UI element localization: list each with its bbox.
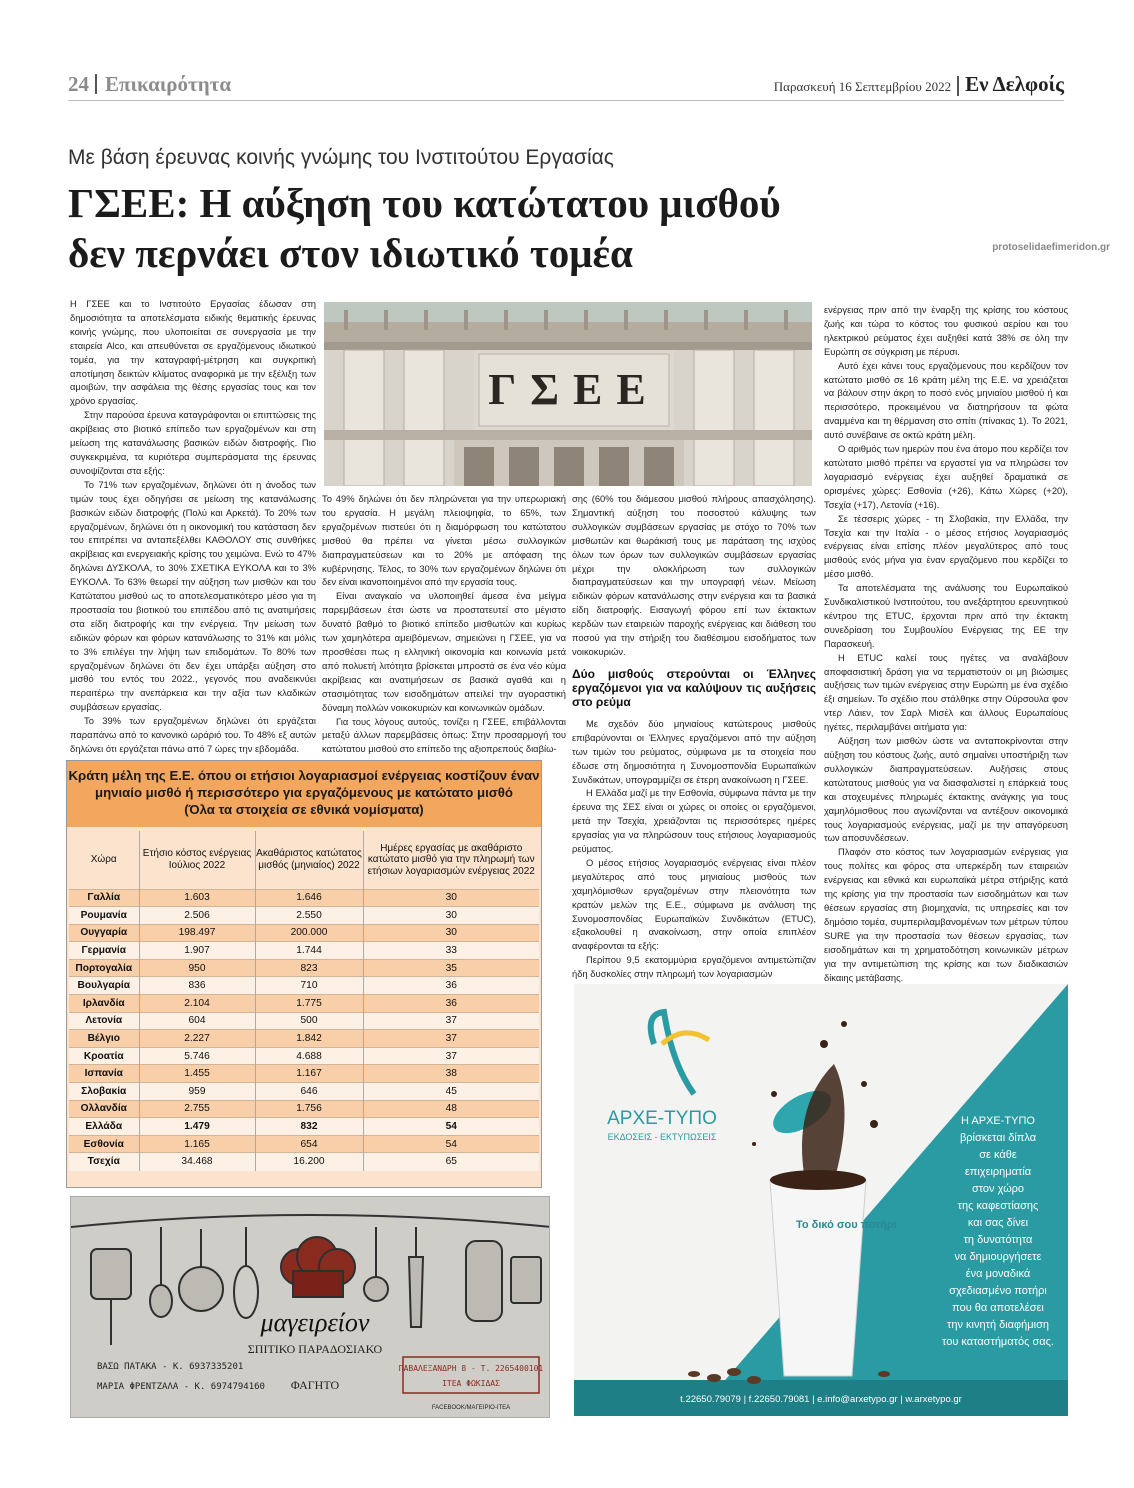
archetypo-body-line: ένα μοναδικά <box>965 1268 1031 1280</box>
restaurant-name: μαγειρείον <box>260 1308 370 1337</box>
table-cell-min-wage: 710 <box>255 977 363 995</box>
address-1: ΠΑΒΑΛΕΞΑΝΔΡΗ 8 - Τ. 2265400101 <box>398 1364 544 1373</box>
paragraph: Ο μέσος ετήσιος λογαριασμός ενέργειας είναι πλέον μεγαλύτερος από τους μηνιαίους μισθούς των χαμηλόμισθων εργαζομένων στην πλειονότητα των κρατών μελών της Ε.Ε., σύμφωνα με ανάλυση της Συνομοσπονδίας Ευρωπαϊκών Συνδικάτων (ETUC), εξακολουθεί η ανακοίνωση, στην οποία επιπλέον αναφέρονται τα εξής: <box>572 856 816 952</box>
section-name: Επικαιρότητα <box>105 72 232 96</box>
table-cell-energy-cost: 2.755 <box>139 1100 255 1118</box>
table-cell-country: Εσθονία <box>69 1135 139 1153</box>
table-cell-work-days: 54 <box>363 1118 539 1136</box>
table-cell-min-wage: 1.775 <box>255 995 363 1013</box>
article-column-3 <box>572 492 816 981</box>
facebook-handle: FACEBOOK/ΜΑΓΕΙΡΙΟ-ΙΤΕΑ <box>431 1405 511 1411</box>
archetypo-body-line: να δημιουργήσετε <box>954 1251 1042 1263</box>
paragraph: σης (60% του διάμεσου μισθού πλήρους απασχόλησης). Σημαντική αύξηση του ποσοστού κάλυψης των συλλογικών συμβάσεων εργασίας με στόχο το 70% των μισθωτών και θωράκισή τους με παράταση της ισχύος όλων των όρων των συλλογικών συμβάσεων εργασίας μέχρι την ολοκλήρωση των συλλογικών διαπραγματεύσεων και την υπογραφή νέων. Μείωση ειδικών φόρων κατανάλωσης στην ενέργεια και τα βασικά είδη διατροφής. Εισαγωγή φόρου επί των έκτακτων κερδών των εταιρειών παροχής ενέργειας και διάθεση του ποσού για την στήριξη του διαθέσιμου εισοδήματος των νοικοκυριών. <box>572 493 816 657</box>
paragraph: Τα αποτελέσματα της ανάλυσης του Ευρωπαϊκού Συνδικαλιστικού Ινστιτούτου, του ανεξάρτητου ερευνητικού κέντρου της ETUC, έρχονται πριν από την έκτακτη συνεδρίαση του Συμβουλίου Ενέργειας της ΕΕ την Παρασκευή. <box>824 582 1068 649</box>
article-column-1 <box>70 297 316 756</box>
paragraph: Το 49% δηλώνει ότι δεν πληρώνεται για την υπερωριακή του εργασία. Η μεγάλη πλειοψηφία, το 65%, των εργαζομένων πιστεύει ότι η διαμόρφωση του κατώτατου μισθού θα πρέπει να γίνεται μέσω συλλογικών διαπραγματεύσεων και το 20% με απόφαση της κυβέρνησης. Τέλος, το 30% των εργαζομένων δηλώνει ότι δεν είναι ικανοποιημένοι από την εργασία τους. <box>322 493 566 588</box>
table-cell-work-days: 30 <box>363 907 539 925</box>
headline-line-2: δεν περνάει στον ιδιωτικό τομέα <box>68 230 633 276</box>
archetypo-body-line: σε κάθε <box>979 1149 1017 1161</box>
table-cell-min-wage: 16.200 <box>255 1153 363 1171</box>
table-row <box>69 1083 539 1101</box>
table-title-line: (Όλα τα στοιχεία σε εθνικά νομίσματα) <box>184 802 424 817</box>
archetypo-ad-art <box>574 984 1068 1416</box>
source-watermark: protoselidaefimeridon.gr <box>992 242 1110 253</box>
article-subhead: Δύο μισθούς στερούνται οι Έλληνες εργαζόμενοι για να καλύψουν τις αυξήσεις στο ρεύμα <box>572 666 816 709</box>
paragraph: ενέργειας πριν από την έναρξη της κρίσης του κόστους ζωής και τώρα το κόστος του φυσικού αερίου και του ηλεκτρικού ρεύματος έχει αυξηθεί κατά 38% σε όλη την Ευρώπη σε σύγκριση με πέρυσι. <box>824 304 1068 357</box>
table-cell-work-days: 37 <box>363 1030 539 1048</box>
archetypo-brand: ΑΡΧΕ-ΤΥΠΟ <box>607 1108 717 1129</box>
archetypo-ad <box>574 984 1068 1416</box>
paragraph: Αυτό έχει κάνει τους εργαζόμενους που κερδίζουν τον κατώτατο μισθό σε 16 κράτη μέλη της Ε.Ε. να χρειάζεται να βάλουν στην άκρη το ποσό ενός μηνιαίου μισθού ή και περισσότερο, προκειμένου να διατηρήσουν τα φώτα αναμμένα και τη θέρμανση στο σπίτι (πίνακας 1). Το 2021, αυτό συνέβαινε σε οκτώ κράτη μέλη. <box>824 359 1068 441</box>
archetypo-contact-footer: t.22650.79079 | f.22650.79081 | e.info@arxetypo.gr | w.arxetypo.gr <box>680 1394 962 1405</box>
table-cell-work-days: 35 <box>363 959 539 977</box>
archetypo-body-line: επιχειρηματία <box>964 1166 1032 1178</box>
table-cell-work-days: 30 <box>363 924 539 942</box>
archetypo-body-line: στον χώρο <box>971 1183 1025 1195</box>
table-cell-country: Τσεχία <box>69 1153 139 1171</box>
table-row <box>69 924 539 942</box>
table-cell-energy-cost: 1.479 <box>139 1118 255 1136</box>
paragraph: Σε τέσσερις χώρες - τη Σλοβακία, την Ελλάδα, την Τσεχία και την Ιταλία - ο μέσος ετήσιος λογαριασμός ενέργειας είναι επίσης πλέον μεγαλύτερος από τους μισθούς ενός μήνα για έναν εργαζόμενο που κερδίζει το μέσο μισθό. <box>824 512 1068 580</box>
table-title-line: Κράτη μέλη της Ε.Ε. όπου οι ετήσιοι λογαριασμοί ενέργειας κοστίζουν έναν <box>68 768 540 783</box>
table-cell-min-wage: 1.744 <box>255 942 363 960</box>
restaurant-tagline-1: ΣΠΙΤΙΚΟ ΠΑΡΑΔΟΣΙΑΚΟ <box>247 1342 383 1356</box>
gsee-building-photo <box>324 302 812 486</box>
table-cell-country: Βουλγαρία <box>69 977 139 995</box>
table-row <box>69 959 539 977</box>
table-cell-country: Πορτογαλία <box>69 959 139 977</box>
table-cell-energy-cost: 198.497 <box>139 924 255 942</box>
archetypo-body-line: σχεδιασμένο ποτήρι <box>949 1285 1047 1297</box>
cup-slogan: Το δικό σου ποτήρι <box>796 1219 897 1231</box>
table-cell-country: Ιρλανδία <box>69 995 139 1013</box>
header-rule <box>68 100 1064 101</box>
paragraph: Είναι αναγκαίο να υλοποιηθεί άμεσα ένα μείγμα παρεμβάσεων έτσι ώστε να προστατευτεί στο μέγιστο δυνατό βαθμό το βιοτικό επίπεδο μισθωτών και κυρίως των χαμηλότερα αμειβόμενων, σημειώνει η ΓΣΕΕ, για να προσθέσει πως η ελληνική οικονομία και κοινωνία μετά από πολυετή λιτότητα βρίσκεται μπροστά σε ένα νέο κύμα ακρίβειας και ανατιμήσεων σε βασικά αγαθά και η στασιμότητας των εισοδημάτων απειλεί την αγοραστική δύναμη πολλών νοικοκυριών και κοινωνικών ομάδων. <box>322 590 566 713</box>
table-cell-min-wage: 1.646 <box>255 889 363 907</box>
table-cell-country: Γερμανία <box>69 942 139 960</box>
table-cell-energy-cost: 1.603 <box>139 889 255 907</box>
table-row <box>69 1065 539 1083</box>
paragraph: Το 71% των εργαζομένων, δηλώνει ότι η άνοδος των τιμών τους έχει οδηγήσει σε μείωση της κατανάλωσης βασικών ειδών διατροφής (Πολύ και Αρκετά). Το 20% των εργαζομένων, δηλώνει ότι η οικονομική του κατάσταση δεν του επιτρέπει να ανταπεξέλθει ΚΑΘΟΛΟΥ στις συνθήκες ακρίβειας και ενεργειακής κρίσης του χειμώνα. Ενώ το 47% δηλώνει ΔΥΣΚΟΛΑ, το 30% ΣΧΕΤΙΚΑ ΕΥΚΟΛΑ και το 3% ΕΥΚΟΛΑ. Το 63% θεωρεί την αύξηση των μισθών και του Κατώτατου μισθού ως το αποτελεσματικότερο μέσο για τη προστασία του βιοτικού του επιπέδου από τις ανατιμήσεις στα είδη διατροφής και την ενέργεια. Την μείωση των ειδικών φόρων και φόρων κατανάλωσης το 31% και μόλις το 3% επιλέγει την λήψη των επιδομάτων. Το 80% των εργαζομένων δηλώνει ότι δεν έχει υπάρξει αύξηση στο μισθό του εντός του 2022., γεγονός που αναδεικνύει περαιτέρω την ανεπάρκεια και την αξία των κλαδικών συμβάσεων εργασίας. <box>70 478 316 713</box>
table-row <box>69 889 539 907</box>
table-cell-energy-cost: 34.468 <box>139 1153 255 1171</box>
table-cell-energy-cost: 959 <box>139 1083 255 1101</box>
table-cell-work-days: 37 <box>363 1047 539 1065</box>
energy-cost-table <box>66 760 542 1188</box>
paragraph: Πλαφόν στο κόστος των λογαριασμών ενέργειας για τους πολίτες και φόρος στα υπερκέρδη των εταιρειών ενέργειας και εθνικά και ευρωπαϊκά μέτρα στήριξης κατά της κρίσης για την προστασία των εισοδημάτων και των θέσεων εργασίας στη βιομηχανία, τις υπηρεσίες και τον δημόσιο τομέα, συμπεριλαμβανομένων των μέτρων τύπου SURE για την προστασία των θέσεων εργασίας, των εισοδημάτων και τη χρηματοδότηση κοινωνικών μέτρων για την αντιμετώπιση της κρίσης και των διαδικασιών δίκαιης μετάβασης. <box>824 846 1068 983</box>
table-cell-country: Βέλγιο <box>69 1030 139 1048</box>
table-row <box>69 1012 539 1030</box>
archetypo-body-line: του καταστήματός σας. <box>942 1336 1054 1348</box>
table-cell-country: Ρουμανία <box>69 907 139 925</box>
archetypo-body-line: Η ΑΡΧΕ-ΤΥΠΟ <box>961 1115 1035 1127</box>
table-row <box>69 1030 539 1048</box>
table-cell-work-days: 65 <box>363 1153 539 1171</box>
paragraph: Στην παρούσα έρευνα καταγράφονται οι επιπτώσεις της ακρίβειας στο βιοτικό επίπεδο των εργαζομένων και στη μείωση της κατανάλωσης βασικών ειδών διατροφής. Πιο συγκεκριμένα, τα κυριότερα συμπεράσματα της έρευνας συνοψίζονται στα εξής: <box>70 409 316 476</box>
archetypo-body-line: τη δυνατότητα <box>963 1234 1033 1246</box>
table-cell-min-wage: 1.756 <box>255 1100 363 1118</box>
table-row <box>69 1153 539 1171</box>
table-cell-min-wage: 2.550 <box>255 907 363 925</box>
table-cell-work-days: 36 <box>363 977 539 995</box>
table-row <box>69 1135 539 1153</box>
paragraph: Για τους λόγους αυτούς, τονίζει η ΓΣΕΕ, επιβάλλονται μεταξύ άλλων παρεμβάσεις όπως: Στην προσαρμογή του κατώτατου μισθού στο επίπεδο της αξιοπρεπούς διαβίω- <box>322 715 566 755</box>
table-cell-min-wage: 200.000 <box>255 924 363 942</box>
article-headline <box>68 178 868 278</box>
table-title <box>67 761 541 827</box>
table-cell-work-days: 54 <box>363 1135 539 1153</box>
column-header-energy-cost: Ετήσιο κόστος ενέργειας Ιούλιος 2022 <box>139 831 255 889</box>
table-header-row <box>69 831 539 889</box>
headline-line-1: ΓΣΕΕ: Η αύξηση του κατώτατου μισθού <box>68 180 781 226</box>
table-cell-energy-cost: 2.506 <box>139 907 255 925</box>
column-header-min-wage: Ακαθάριστος κατώτατος μισθός (μηνιαίος) 2022 <box>255 831 363 889</box>
table-cell-min-wage: 1.842 <box>255 1030 363 1048</box>
table-row <box>69 1118 539 1136</box>
archetypo-body-line: και σας δίνει <box>967 1217 1029 1229</box>
table-row <box>69 1047 539 1065</box>
article-kicker: Με βάση έρευνας κοινής γνώμης του Ινστιτούτου Εργασίας <box>68 146 614 169</box>
restaurant-tagline-2: ΦΑΓΗΤΟ <box>290 1378 340 1392</box>
table-row <box>69 977 539 995</box>
contact-2: ΜΑΡΙΑ ΦΡΕΝΤΖΑΛΑ - Κ. 6974794160 <box>97 1382 265 1392</box>
table-cell-work-days: 33 <box>363 942 539 960</box>
article-column-2 <box>322 492 566 756</box>
table-cell-country: Ουγγαρία <box>69 924 139 942</box>
address-2: ΙΤΕΑ ΦΩΚΙΔΑΣ <box>442 1379 500 1388</box>
table-cell-energy-cost: 1.455 <box>139 1065 255 1083</box>
archetypo-subbrand: ΕΚΔΟΣΕΙΣ - ΕΚΤΥΠΩΣΕΙΣ <box>607 1132 717 1142</box>
table-cell-energy-cost: 2.104 <box>139 995 255 1013</box>
table-cell-min-wage: 1.167 <box>255 1065 363 1083</box>
table-row <box>69 907 539 925</box>
header-divider <box>957 76 959 96</box>
page-number: 24 <box>68 72 89 96</box>
photo-sign-text: ΓΣΕΕ <box>488 365 660 414</box>
paragraph: Αύξηση των μισθών ώστε να ανταποκρίνονται στην αύξηση του κόστους ζωής, αυτό σημαίνει υποστήριξη των συλλογικών διαπραγματεύσεων. Αυξήσεις στους κατώτατους μισθούς για να διασφαλιστεί η επάρκειά τους και στοχευμένες πληρωμές έκτακτης ανάγκης για τους χαμηλόμισθους που αγωνίζονται να αντέξουν οικονομικά τους λογαριασμούς ενέργειας, μαζί με την απαγόρευση των αποσυνδέσεων. <box>824 735 1068 844</box>
table-cell-min-wage: 654 <box>255 1135 363 1153</box>
table-cell-energy-cost: 2.227 <box>139 1030 255 1048</box>
paragraph: Με σχεδόν δύο μηνιαίους κατώτερους μισθούς επιβαρύνονται οι Έλληνες εργαζόμενοι από την αύξηση των τιμών του ρεύματος, σύμφωνα με τα στοιχεία που έδωσε στη δημοσιότητα η Συνομοσπονδία Ευρωπαϊκών Συνδικάτων, υπογραμμίζει σε έτερη ανακοίνωση η ΓΣΕΕ. <box>572 717 816 785</box>
table-cell-min-wage: 4.688 <box>255 1047 363 1065</box>
paragraph: Η ETUC καλεί τους ηγέτες να αναλάβουν αποφασιστική δράση για να τερματιστούν οι μη βιώσιμες αυξήσεις των τιμών ενέργειας στην Ευρώπη με ένα σχέδιο έξι σημείων. Το σχέδιο που στάλθηκε στην Ούρσουλα φον ντερ Λάιεν, τον Σαρλ Μισέλ και άλλους Ευρωπαίους ηγέτες, περιλαμβάνει αιτήματα για: <box>824 651 1068 733</box>
table-cell-work-days: 38 <box>363 1065 539 1083</box>
archetypo-body-line: βρίσκεται δίπλα <box>959 1132 1037 1144</box>
paragraph: Ο αριθμός των ημερών που ένα άτομο που κερδίζει τον κατώτατο μισθό πρέπει να εργαστεί για να πληρώσει τον λογαριασμό ενέργειας έχει αυξηθεί δραματικά σε ορισμένες χώρες: Εσθονία (+26), Κάτω Χώρες (+20), Τσεχία (+17), Λετονία (+16). <box>824 443 1068 510</box>
table-title-line: μηνιαίο μισθό ή περισσότερο για εργαζόμενους με κατώτατο μισθό <box>95 785 513 800</box>
archetypo-body-line: που θα αποτελέσει <box>952 1302 1044 1314</box>
table-cell-work-days: 30 <box>363 889 539 907</box>
paragraph: Η Ελλάδα μαζί με την Εσθονία, σύμφωνα πάντα με την έρευνα της ΣΕΣ είναι οι χώρες οι οποίες οι εργαζόμενοι, μετά την Τσεχία, χρειάζονται τις περισσότερες ημέρες εργασίας για να πληρώσουν τους ετήσιους λογαριασμούς ρεύματος. <box>572 787 816 855</box>
mageireion-ad <box>70 1196 550 1418</box>
column-header-work-days: Ημέρες εργασίας με ακαθάριστο κατώτατο μισθό για την πληρωμή των ετήσιων λογαριασμών ενέργειας 2022 <box>367 842 535 877</box>
table-row <box>69 942 539 960</box>
table-cell-work-days: 36 <box>363 995 539 1013</box>
table-cell-min-wage: 823 <box>255 959 363 977</box>
table-cell-work-days: 45 <box>363 1083 539 1101</box>
table-row <box>69 995 539 1013</box>
page-header-right <box>774 72 1064 97</box>
table-cell-country: Ολλανδία <box>69 1100 139 1118</box>
table-cell-min-wage: 832 <box>255 1118 363 1136</box>
table-cell-min-wage: 646 <box>255 1083 363 1101</box>
paragraph: Το 39% των εργαζομένων δηλώνει ότι εργάζεται παραπάνω από το κανονικό ωράριό του. Το 48% εξ αυτών δηλώνει ότι εργάζεται πάνω από 7 ώρες την εβδομάδα. <box>70 715 316 754</box>
issue-date: Παρασκευή 16 Σεπτεμβρίου 2022 <box>773 79 952 94</box>
table-body <box>69 889 539 1171</box>
table-cell-work-days: 48 <box>363 1100 539 1118</box>
column-header-country: Χώρα <box>69 831 139 889</box>
header-divider <box>95 74 97 94</box>
table-cell-energy-cost: 1.907 <box>139 942 255 960</box>
table-row <box>69 1100 539 1118</box>
table-cell-country: Ισπανία <box>69 1065 139 1083</box>
building-illustration <box>324 302 812 486</box>
table-cell-energy-cost: 1.165 <box>139 1135 255 1153</box>
archetypo-body-line: της καφεστίασης <box>957 1200 1039 1212</box>
table-cell-country: Λετονία <box>69 1012 139 1030</box>
data-table <box>69 831 539 1171</box>
table-cell-min-wage: 500 <box>255 1012 363 1030</box>
article-column-4 <box>824 303 1068 984</box>
contact-1: ΒΑΣΩ ΠΑΤΑΚΑ - Κ. 6937335201 <box>97 1362 244 1372</box>
table-cell-energy-cost: 950 <box>139 959 255 977</box>
table-cell-country: Σλοβακία <box>69 1083 139 1101</box>
paragraph: Η ΓΣΕΕ και το Ινστιτούτο Εργασίας έδωσαν στη δημοσιότητα τα αποτελέσματα ειδικής θεματικής έρευνας κοινής γνώμης, που υλοποιείται σε συνεργασία με την εταιρεία Alco, και απευθύνεται σε εργαζόμενους ιδιωτικού τομέα, για την καταγραφή-μέτρηση και συγκριτική αποτίμηση δεικτών κλίματος αναφορικά με την εξέλιξη των αμοιβών, την ασφάλεια της θέσης εργασίας τους και τον χρόνο εργασίας. <box>70 298 316 407</box>
kitchen-utensils-illustration <box>71 1197 550 1418</box>
table-cell-energy-cost: 836 <box>139 977 255 995</box>
table-cell-country: Ελλάδα <box>69 1118 139 1136</box>
table-cell-energy-cost: 5.746 <box>139 1047 255 1065</box>
table-cell-country: Κροατία <box>69 1047 139 1065</box>
table-cell-country: Γαλλία <box>69 889 139 907</box>
paragraph: Περίπου 9,5 εκατομμύρια εργαζόμενοι αντιμετώπιζαν ήδη δυσκολίες στην πληρωμή των λογαριασμών <box>572 954 816 980</box>
archetypo-body-line: την κινητή διαφήμιση <box>947 1319 1049 1331</box>
table-cell-work-days: 37 <box>363 1012 539 1030</box>
newspaper-brand: Εν Δελφοίς <box>965 72 1064 96</box>
page-header-left <box>68 72 231 97</box>
table-cell-energy-cost: 604 <box>139 1012 255 1030</box>
